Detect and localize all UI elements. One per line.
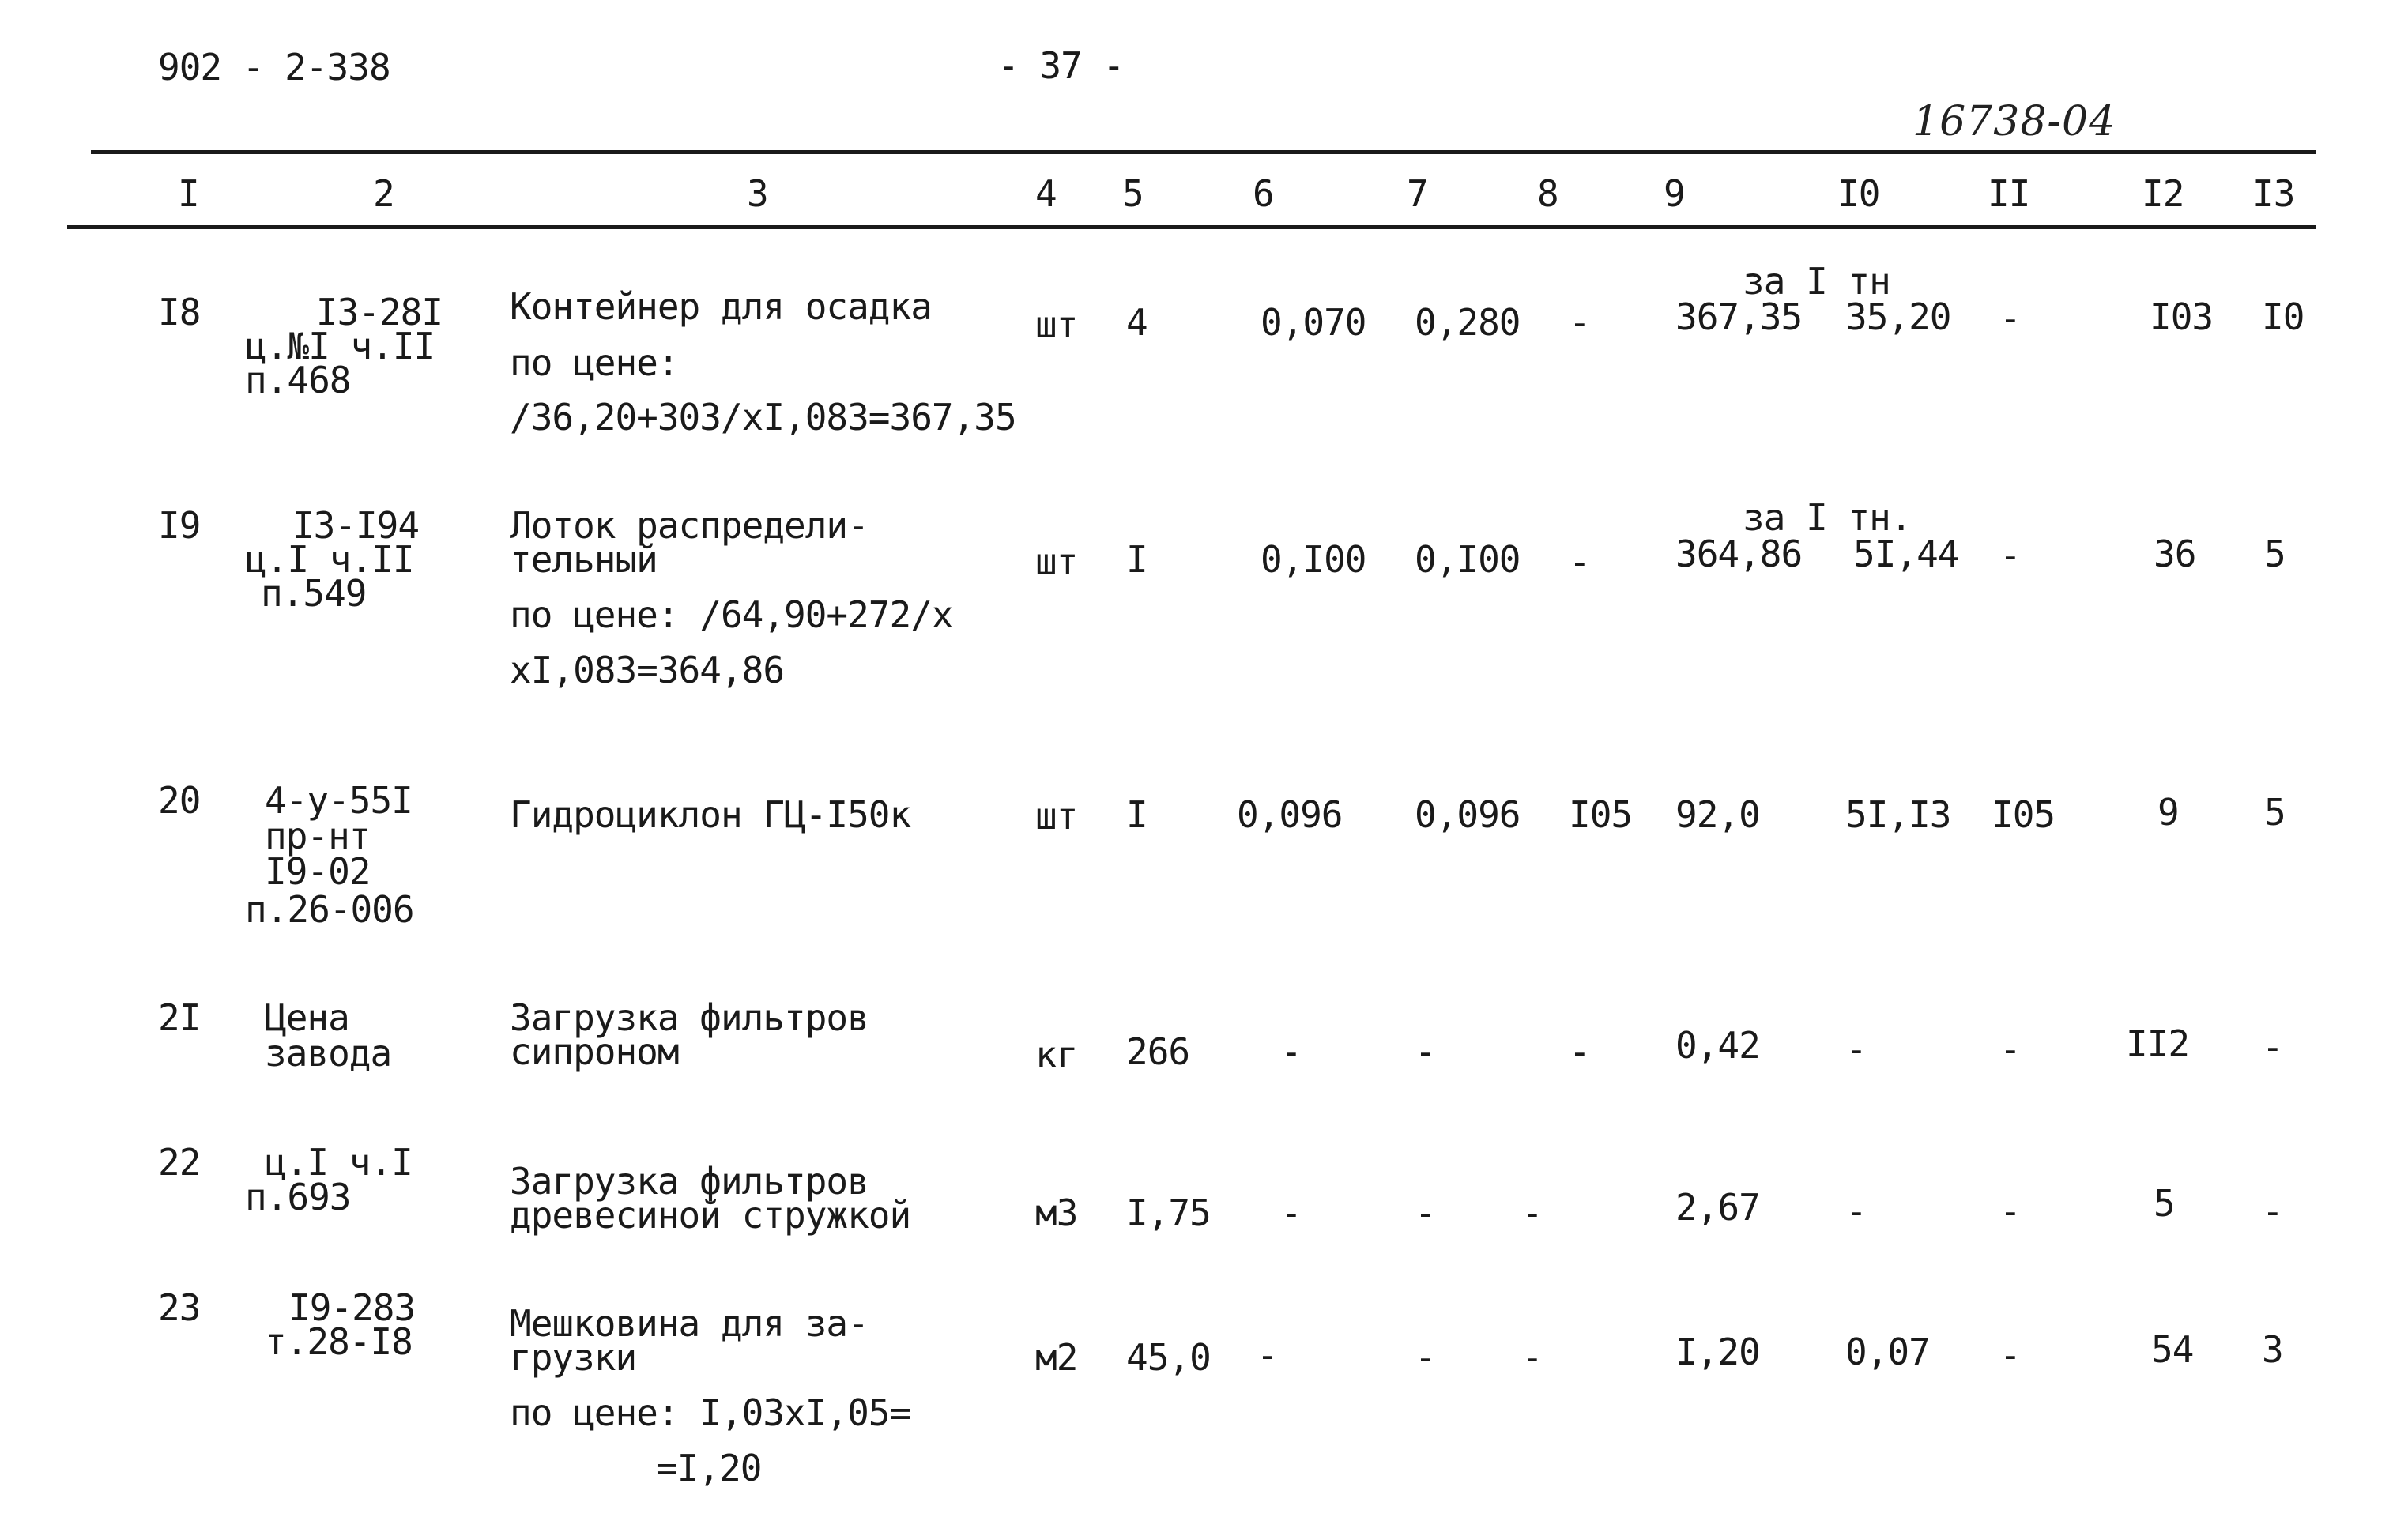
- column-header-2: 2: [373, 172, 394, 215]
- row-number: 23: [158, 1286, 201, 1329]
- column-header-5: 5: [1122, 172, 1144, 215]
- row-reference: ц.I ч.II: [245, 538, 414, 581]
- row-col6: 0,I00: [1261, 538, 1366, 581]
- row-description: Лоток распредели-: [510, 504, 869, 547]
- row-description: Контейнер для осадка: [510, 285, 932, 328]
- row-reference: I3-I94: [292, 504, 420, 547]
- row-number: I9: [158, 504, 201, 547]
- row-col10: -: [1845, 1190, 1867, 1233]
- row-col8: -: [1521, 1336, 1543, 1379]
- row-description: =I,20: [656, 1447, 762, 1489]
- row-col8: -: [1569, 301, 1590, 344]
- row-col11: -: [1999, 297, 2021, 340]
- row-description: сипроном: [510, 1030, 679, 1073]
- row-unit: шт: [1035, 303, 1078, 346]
- row-number: 20: [158, 779, 201, 822]
- row-description: по цене: I,03хI,05=: [510, 1391, 911, 1434]
- row-reference: ц.I ч.I: [265, 1141, 413, 1184]
- row-quantity: 266: [1126, 1030, 1190, 1073]
- row-unit: шт: [1035, 540, 1078, 583]
- row-description: Мешковина для за-: [510, 1302, 869, 1345]
- row-quantity: 45,0: [1126, 1336, 1211, 1379]
- row-col10: 0,07: [1845, 1331, 1930, 1373]
- page-number: - 37 -: [997, 44, 1125, 87]
- row-quantity: I,75: [1126, 1192, 1211, 1234]
- row-reference: 4-у-55I: [265, 779, 413, 822]
- column-header-7: 7: [1407, 172, 1428, 215]
- row-col8: -: [1569, 540, 1590, 583]
- column-header-8: 8: [1537, 172, 1558, 215]
- row-description: хI,083=364,86: [510, 649, 785, 691]
- row-col9: 0,42: [1675, 1024, 1760, 1067]
- row-col12: 54: [2151, 1328, 2194, 1371]
- row-col12: 36: [2154, 533, 2196, 575]
- row-col11: -: [1999, 534, 2021, 577]
- row-col9: 364,86: [1675, 533, 1803, 575]
- row-col7: -: [1415, 1030, 1436, 1073]
- row-unit: кг: [1035, 1033, 1078, 1076]
- row-description: по цене: /64,90+272/х: [510, 593, 953, 636]
- row-description: тельный: [510, 538, 658, 581]
- row-col6: 0,096: [1237, 793, 1343, 836]
- row-col12: I03: [2150, 296, 2214, 338]
- column-header-9: 9: [1664, 172, 1685, 215]
- row-reference: пр-нт: [265, 815, 371, 857]
- row-col12: II2: [2126, 1022, 2190, 1065]
- row-col10: 35,20: [1845, 296, 1951, 338]
- column-header-1: I: [178, 172, 199, 215]
- row-col13: 5: [2264, 791, 2286, 834]
- row-col12: 5: [2154, 1182, 2175, 1225]
- row-reference: ц.№I ч.II: [245, 325, 435, 367]
- row-reference: п.468: [245, 359, 351, 401]
- column-header-13: I3: [2252, 172, 2295, 215]
- row-number: 22: [158, 1141, 201, 1184]
- row-col7: -: [1415, 1192, 1436, 1234]
- row-col11: -: [1999, 1334, 2021, 1376]
- row-reference: т.28-I8: [265, 1320, 413, 1363]
- row-col13: -: [2262, 1190, 2283, 1233]
- document-number: 902 - 2-338: [158, 46, 390, 88]
- row-col7: 0,096: [1415, 793, 1521, 836]
- row-col8: -: [1521, 1192, 1543, 1234]
- row-col13: -: [2262, 1026, 2283, 1068]
- row-reference: завода: [265, 1032, 392, 1075]
- row-unit: м3: [1035, 1192, 1078, 1234]
- row-description: Загрузка фильтров: [510, 996, 869, 1039]
- column-header-6: 6: [1253, 172, 1274, 215]
- row-col13: I0: [2262, 296, 2304, 338]
- row-description: Гидроциклон ГЦ-I50к: [510, 793, 911, 836]
- row-col9: 367,35: [1675, 296, 1803, 338]
- header-top-rule: [91, 150, 2316, 154]
- row-col6: 0,070: [1261, 301, 1366, 344]
- row-reference: п.549: [261, 572, 367, 615]
- column-header-4: 4: [1035, 172, 1057, 215]
- row-col7: -: [1415, 1336, 1436, 1379]
- row-unit: шт: [1035, 795, 1078, 838]
- row-description: /36,20+303/хI,083=367,35: [510, 396, 1016, 439]
- row-col9: 92,0: [1675, 793, 1760, 836]
- row-col6: -: [1257, 1334, 1278, 1376]
- row-col11: I05: [1992, 793, 2056, 836]
- row-reference: Цена: [265, 996, 349, 1039]
- handwritten-number: 16738-04: [1912, 98, 2116, 145]
- row-col8: I05: [1569, 793, 1633, 836]
- row-col6: -: [1280, 1192, 1302, 1234]
- row-description: древесиной стружкой: [510, 1194, 911, 1237]
- row-col9: 2,67: [1675, 1186, 1760, 1229]
- row-description: по цене:: [510, 341, 679, 384]
- row-col10: 5I,44: [1853, 533, 1959, 575]
- row-number: I8: [158, 291, 201, 333]
- row-col7: 0,I00: [1415, 538, 1521, 581]
- row-quantity: 4: [1126, 301, 1147, 344]
- row-reference: п.693: [245, 1176, 351, 1218]
- row-col7: 0,280: [1415, 301, 1521, 344]
- row-reference: I9-283: [288, 1286, 416, 1329]
- row-quantity: I: [1126, 793, 1147, 836]
- row-col11: -: [1999, 1190, 2021, 1233]
- row-col9-note: за I тн: [1743, 260, 1890, 303]
- row-col8: -: [1569, 1030, 1590, 1073]
- row-col9-note: за I тн.: [1743, 496, 1912, 539]
- row-quantity: I: [1126, 538, 1147, 581]
- column-header-12: I2: [2142, 172, 2184, 215]
- row-reference: I9-02: [265, 850, 371, 893]
- row-col10: -: [1845, 1028, 1867, 1071]
- row-unit: м2: [1035, 1336, 1078, 1379]
- row-description: Загрузка фильтров: [510, 1160, 869, 1203]
- row-number: 2I: [158, 996, 201, 1039]
- row-col10: 5I,I3: [1845, 793, 1951, 836]
- column-header-3: 3: [747, 172, 768, 215]
- row-col13: 3: [2262, 1328, 2283, 1371]
- header-bottom-rule: [67, 225, 2316, 229]
- row-reference: п.26-006: [245, 888, 414, 931]
- row-col13: 5: [2264, 533, 2286, 575]
- column-header-10: I0: [1837, 172, 1880, 215]
- row-col11: -: [1999, 1028, 2021, 1071]
- row-reference: I3-28I: [315, 291, 443, 333]
- row-description: грузки: [510, 1336, 637, 1379]
- row-col12: 9: [2157, 791, 2179, 834]
- column-header-11: II: [1988, 172, 2030, 215]
- row-col9: I,20: [1675, 1331, 1760, 1373]
- row-col6: -: [1280, 1030, 1302, 1073]
